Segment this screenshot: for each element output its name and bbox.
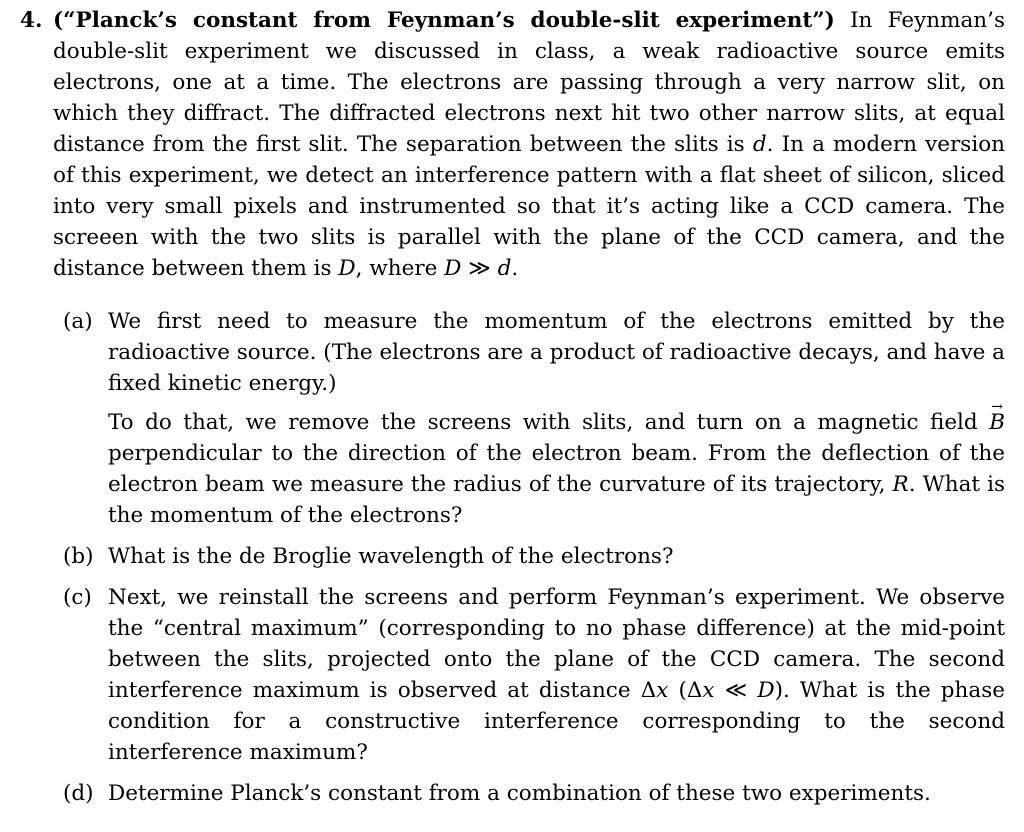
part-b-body: What is the de Broglie wavelength of the electrons? (108, 544, 674, 569)
problem-title: (“Planck’s constant from Feynman’s double-slit experiment”) (53, 8, 835, 33)
part-c-text-pre: Next, we reinstall the screens and perform Feynman’s experiment. We observe the “central maximum” (corresponding to no phase difference) at the mid-point between the slits, projected onto the plane of the CCD camera. The second interference maximum is observed at distance (108, 585, 1005, 703)
part-a-text-mid: perpendicular to the direction of the electron beam. From the deflection of the electron beam we measure the radius of the curvature of its trajectory, (108, 441, 1005, 497)
problem-intro (53, 5, 1005, 284)
symbol-R: R (892, 472, 909, 497)
part-a-paragraph-1: We first need to measure the momentum of the electrons emitted by the radioactive source. (The electrons are a product of radioactive decays, and have a fixed kinetic energy.) (108, 309, 1005, 396)
problem-4 (20, 5, 1005, 819)
symbol-much-less: ≪ (714, 678, 758, 703)
part-a (53, 306, 1005, 531)
symbol-vector-B: → B (989, 407, 1005, 438)
symbol-D: D (338, 256, 356, 281)
intro-text-2: . In a modern version of this experiment, we detect an interference pattern with a flat sheet of silicon, sliced into very small pixels and instrumented so that it’s acting like a CCD camera. The screeen with the two slits is parallel with the plane of the CCD camera, and the distance between them is (53, 132, 1005, 281)
part-b-label: (b) (63, 544, 94, 569)
symbol-D-3: D (757, 678, 775, 703)
part-a-text-pre: To do that, we remove the screens with slits, and turn on a magnetic field (108, 410, 990, 435)
symbol-x: x (656, 678, 669, 703)
part-c-text-post: ). What is the phase condition for a constructive interference corresponding to the second interference maximum? (108, 678, 1005, 765)
symbol-x-2: x (702, 678, 715, 703)
symbol-delta: Δ (640, 678, 657, 703)
part-a-label: (a) (63, 309, 93, 334)
part-a-text-post: . What is the momentum of the electrons? (108, 472, 1005, 528)
part-b (53, 541, 1005, 572)
part-d (53, 778, 1005, 809)
problem-number: 4. (20, 8, 43, 33)
part-c-paren-open: ( (668, 678, 687, 703)
intro-end: . (511, 256, 519, 281)
part-c (53, 582, 1005, 768)
problem-parts (53, 306, 1005, 809)
part-c-body (108, 582, 1005, 768)
part-d-label: (d) (63, 781, 94, 806)
symbol-much-greater: ≫ (461, 256, 498, 281)
part-a-body (108, 306, 1005, 531)
part-a-paragraph-2 (108, 407, 1005, 531)
symbol-delta-2: Δ (686, 678, 703, 703)
intro-text: In Feynman’s double-slit experiment we discussed in class, a weak radioactive source emits electrons, one at a time. The electrons are passing through a very narrow slit, on which they diffract. The diffracted electrons next hit two other narrow slits, at equal distance from the first slit. The separation between the slits is (53, 8, 1006, 157)
symbol-d: d (752, 132, 767, 157)
symbol-d-2: d (497, 256, 512, 281)
intro-text-3: , where (355, 256, 445, 281)
problem-header (20, 5, 1005, 284)
part-d-body: Determine Planck’s constant from a combination of these two experiments. (108, 781, 931, 806)
part-c-label: (c) (63, 585, 92, 610)
symbol-D-2: D (444, 256, 462, 281)
